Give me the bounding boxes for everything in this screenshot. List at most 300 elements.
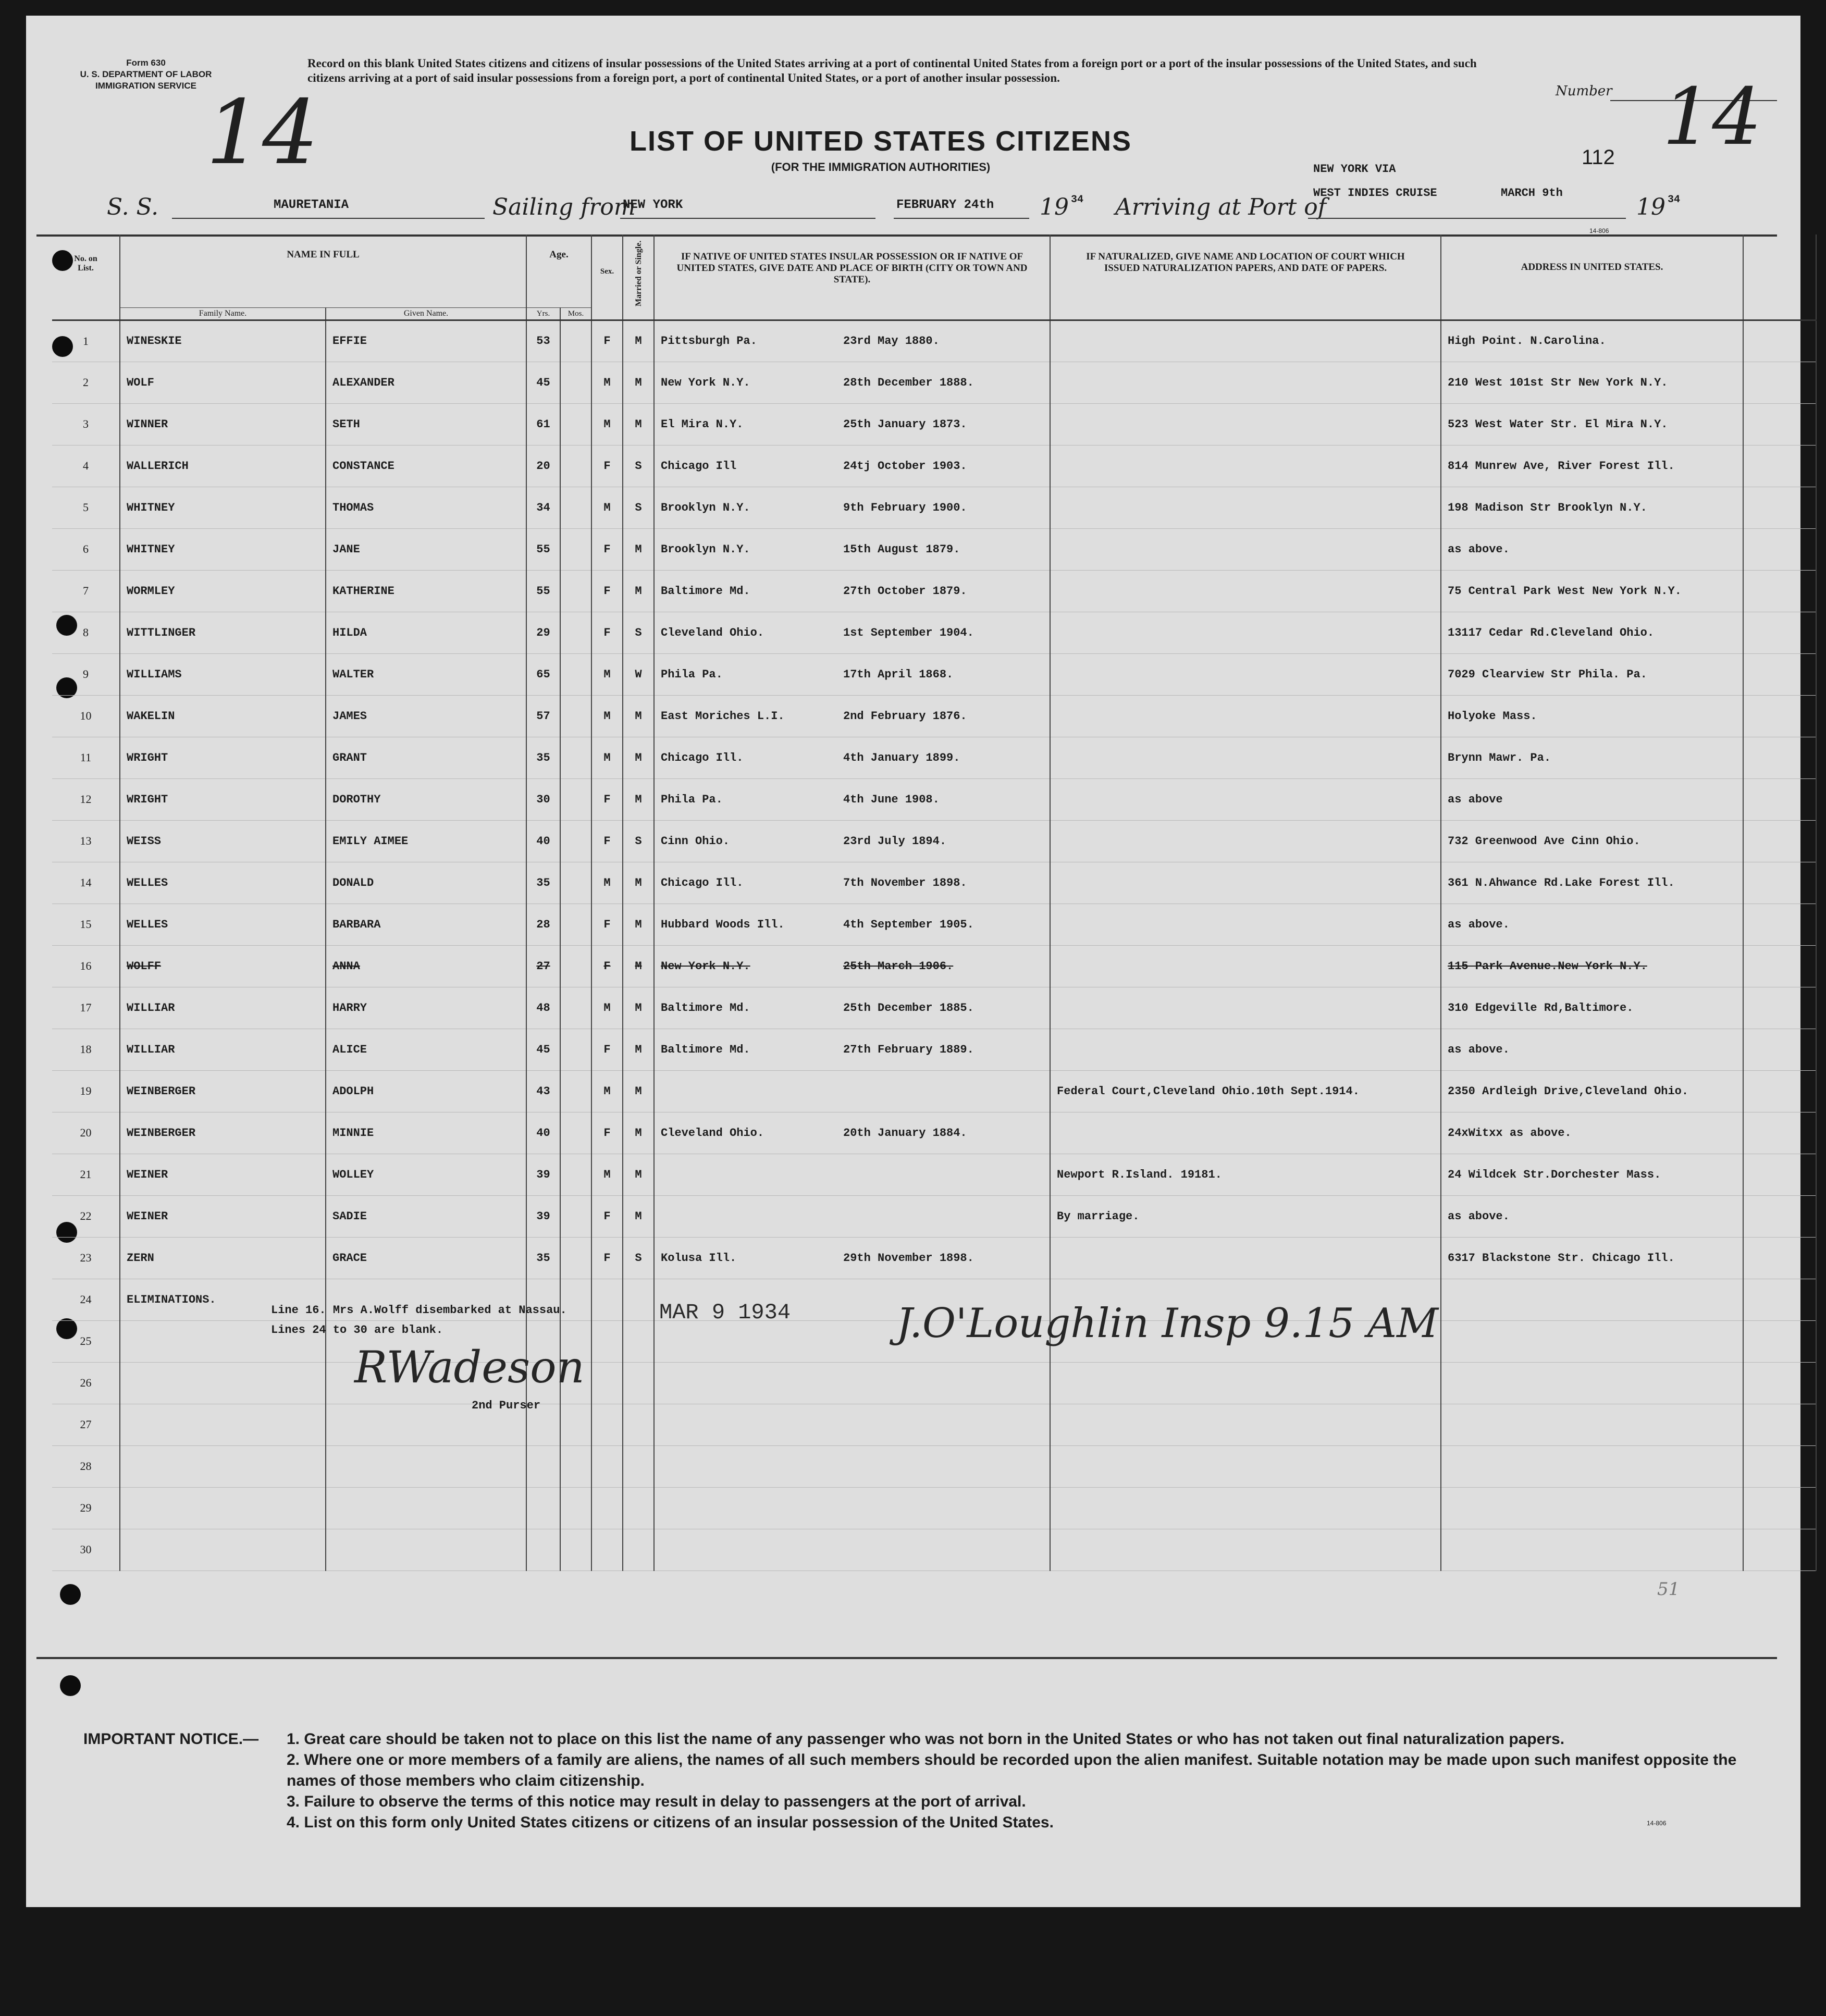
birth-place: Chicago Ill. — [661, 751, 744, 764]
address: as above. — [1441, 528, 1743, 570]
table-row — [52, 612, 1816, 653]
blank-cell — [1743, 987, 1816, 1029]
marital-status: M — [623, 528, 654, 570]
birth-info — [654, 1154, 1050, 1195]
age-years: 29 — [526, 612, 560, 653]
naturalization — [1050, 904, 1441, 945]
age-months — [560, 1195, 591, 1237]
birth-info — [654, 1529, 1050, 1570]
birth-date: 29th November 1898. — [843, 1251, 974, 1265]
blank-cell — [1743, 820, 1816, 862]
table-row — [52, 1362, 1816, 1404]
naturalization: Federal Court,Cleveland Ohio.10th Sept.1914. — [1050, 1070, 1441, 1112]
blank-cell — [1743, 653, 1816, 695]
birth-date: 25th January 1873. — [843, 417, 967, 431]
family-name: WOLF — [120, 362, 326, 403]
given-name: WOLLEY — [326, 1154, 526, 1195]
given-name: ALICE — [326, 1029, 526, 1070]
punch-hole — [60, 1584, 81, 1605]
sex: F — [591, 904, 623, 945]
blank-cell — [1743, 1070, 1816, 1112]
purser-role: 2nd Purser — [472, 1399, 541, 1412]
given-name: SETH — [326, 403, 526, 445]
marital-status — [623, 1404, 654, 1445]
address: 115 Park Avenue.New York N.Y. — [1441, 945, 1743, 987]
birth-info — [654, 445, 1050, 487]
age-years: 30 — [526, 778, 560, 820]
footer-form-code: 14-806 — [1647, 1820, 1667, 1827]
row-number: 21 — [52, 1154, 120, 1195]
family-name: WEINBERGER — [120, 1112, 326, 1154]
blank-cell — [1743, 904, 1816, 945]
birth-info — [654, 320, 1050, 362]
birth-place: Kolusa Ill. — [661, 1251, 737, 1265]
given-name: THOMAS — [326, 487, 526, 528]
naturalization — [1050, 1237, 1441, 1279]
birth-date: 25th December 1885. — [843, 1001, 974, 1015]
marital-status: M — [623, 362, 654, 403]
birth-info — [654, 862, 1050, 904]
birth-info — [654, 1195, 1050, 1237]
marital-status — [623, 1529, 654, 1570]
birth-place: Cleveland Ohio. — [661, 1126, 764, 1140]
sex: M — [591, 737, 623, 778]
sex: M — [591, 1070, 623, 1112]
row-number: 2 — [52, 362, 120, 403]
marital-status: S — [623, 445, 654, 487]
blank-cell — [1743, 1445, 1816, 1487]
row-number: 15 — [52, 904, 120, 945]
arrival-date: MARCH 9th — [1501, 187, 1563, 200]
sex — [591, 1279, 623, 1320]
table-row — [52, 528, 1816, 570]
naturalization — [1050, 1112, 1441, 1154]
blank-cell — [1743, 403, 1816, 445]
sheet-mark: 14 — [206, 81, 319, 184]
birth-place: Brooklyn N.Y. — [661, 542, 750, 556]
table-row — [52, 362, 1816, 403]
port-line-2: WEST INDIES CRUISE — [1313, 187, 1437, 200]
sex — [591, 1529, 623, 1570]
blank-cell — [1743, 1279, 1816, 1320]
naturalization — [1050, 320, 1441, 362]
birth-info — [654, 403, 1050, 445]
address: 7029 Clearview Str Phila. Pa. — [1441, 653, 1743, 695]
age-years: 40 — [526, 1112, 560, 1154]
age-years — [526, 1529, 560, 1570]
sex — [591, 1445, 623, 1487]
address: 523 West Water Str. El Mira N.Y. — [1441, 403, 1743, 445]
blank-cell — [1743, 862, 1816, 904]
family-name: WHITNEY — [120, 528, 326, 570]
sex: F — [591, 1029, 623, 1070]
col-no: No. on List. — [52, 234, 120, 320]
ship-name: MAURETANIA — [274, 198, 349, 212]
naturalization: By marriage. — [1050, 1195, 1441, 1237]
birth-date: 24tj October 1903. — [843, 459, 967, 473]
blank-cell — [1743, 737, 1816, 778]
birth-date: 25th March 1906. — [843, 959, 954, 973]
sex — [591, 1362, 623, 1404]
birth-info — [654, 945, 1050, 987]
age-months — [560, 1404, 591, 1445]
sex — [591, 1320, 623, 1362]
marital-status: M — [623, 695, 654, 737]
marital-status: M — [623, 945, 654, 987]
birth-date: 17th April 1868. — [843, 667, 954, 681]
table-row — [52, 987, 1816, 1029]
year-prefix: 19 — [1040, 194, 1069, 220]
age-months — [560, 320, 591, 362]
birth-date: 27th October 1879. — [843, 584, 967, 598]
date-stamp: MAR 9 1934 — [659, 1300, 791, 1325]
sex — [591, 1404, 623, 1445]
given-name: EMILY AIMEE — [326, 820, 526, 862]
blank-cell — [1743, 1487, 1816, 1529]
table-row — [52, 1154, 1816, 1195]
birth-info — [654, 1362, 1050, 1404]
age-months — [560, 487, 591, 528]
given-name: EFFIE — [326, 320, 526, 362]
age-months — [560, 1154, 591, 1195]
marital-status — [623, 1362, 654, 1404]
age-years: 35 — [526, 1237, 560, 1279]
sex: F — [591, 320, 623, 362]
age-months — [560, 737, 591, 778]
marital-status — [623, 1279, 654, 1320]
marital-status: M — [623, 1195, 654, 1237]
age-months — [560, 403, 591, 445]
table-row — [52, 695, 1816, 737]
address: 198 Madison Str Brooklyn N.Y. — [1441, 487, 1743, 528]
address: 210 West 101st Str New York N.Y. — [1441, 362, 1743, 403]
marital-status: M — [623, 1154, 654, 1195]
birth-info — [654, 1070, 1050, 1112]
family-name: WHITNEY — [120, 487, 326, 528]
family-name: WEINBERGER — [120, 1070, 326, 1112]
sailing-label: Sailing from — [492, 194, 636, 220]
family-name — [120, 1404, 326, 1445]
sailing-from: NEW YORK — [623, 198, 683, 212]
given-name: JAMES — [326, 695, 526, 737]
address: 361 N.Ahwance Rd.Lake Forest Ill. — [1441, 862, 1743, 904]
birth-info — [654, 612, 1050, 653]
blank-cell — [1743, 362, 1816, 403]
sex: F — [591, 1195, 623, 1237]
blank-cell — [1743, 487, 1816, 528]
family-name: WORMLEY — [120, 570, 326, 612]
address: 24 Wildcek Str.Dorchester Mass. — [1441, 1154, 1743, 1195]
naturalization — [1050, 653, 1441, 695]
marital-status — [623, 1445, 654, 1487]
inspector-signature: J.O'Loughlin Insp 9.15 AM — [896, 1300, 1438, 1347]
row-number: 14 — [52, 862, 120, 904]
row-number: 4 — [52, 445, 120, 487]
family-name: WALLERICH — [120, 445, 326, 487]
given-name — [326, 1529, 526, 1570]
given-name: SADIE — [326, 1195, 526, 1237]
age-months — [560, 612, 591, 653]
birth-place: Baltimore Md. — [661, 1043, 750, 1056]
birth-place: Pittsburgh Pa. — [661, 335, 757, 348]
col-married: Married or Single. — [623, 234, 654, 320]
table-row — [52, 403, 1816, 445]
given-name: HARRY — [326, 987, 526, 1029]
given-name: DONALD — [326, 862, 526, 904]
marital-status: M — [623, 403, 654, 445]
birth-date: 23rd May 1880. — [843, 335, 940, 348]
passenger-table — [52, 234, 1817, 1571]
blank-cell — [1743, 445, 1816, 487]
blank-cell — [1743, 1362, 1816, 1404]
ss-label: S. S. — [107, 194, 159, 220]
given-name: CONSTANCE — [326, 445, 526, 487]
blank-cell — [1743, 695, 1816, 737]
age-months — [560, 653, 591, 695]
form-code: 14-806 — [1589, 227, 1609, 234]
birth-date: 1st September 1904. — [843, 626, 974, 639]
sex — [591, 1487, 623, 1529]
sex: F — [591, 820, 623, 862]
age-months — [560, 695, 591, 737]
age-months — [560, 904, 591, 945]
address: as above — [1441, 778, 1743, 820]
table-row — [52, 570, 1816, 612]
age-years: 55 — [526, 570, 560, 612]
number-label: Number — [1556, 83, 1612, 99]
table-row — [52, 1070, 1816, 1112]
birth-info — [654, 1445, 1050, 1487]
naturalization — [1050, 445, 1441, 487]
blank-cell — [1743, 1529, 1816, 1570]
blank-cell — [1743, 778, 1816, 820]
age-months — [560, 820, 591, 862]
family-name: WINESKIE — [120, 320, 326, 362]
marital-status: M — [623, 778, 654, 820]
marital-status: M — [623, 904, 654, 945]
birth-info — [654, 1112, 1050, 1154]
address — [1441, 1320, 1743, 1362]
birth-info — [654, 1404, 1050, 1445]
blank-cell — [1743, 1112, 1816, 1154]
form-title: LIST OF UNITED STATES CITIZENS — [630, 126, 1132, 157]
address — [1441, 1279, 1743, 1320]
family-name: WILLIAMS — [120, 653, 326, 695]
blank-cell — [1743, 1154, 1816, 1195]
table-row — [52, 778, 1816, 820]
port-line-1: NEW YORK VIA — [1313, 163, 1396, 176]
age-years: 20 — [526, 445, 560, 487]
birth-place: El Mira N.Y. — [661, 417, 744, 431]
row-number: 28 — [52, 1445, 120, 1487]
row-number: 18 — [52, 1029, 120, 1070]
given-name — [326, 1445, 526, 1487]
birth-date: 2nd February 1876. — [843, 709, 967, 723]
given-name: KATHERINE — [326, 570, 526, 612]
given-name: DOROTHY — [326, 778, 526, 820]
blank-cell — [1743, 320, 1816, 362]
age-months — [560, 778, 591, 820]
naturalization — [1050, 987, 1441, 1029]
purser-signature: RWadeson — [354, 1342, 585, 1393]
birth-date: 4th June 1908. — [843, 793, 940, 806]
naturalization — [1050, 695, 1441, 737]
naturalization — [1050, 820, 1441, 862]
row-number: 7 — [52, 570, 120, 612]
row-number: 25 — [52, 1320, 120, 1362]
notice-item-1: 1. Great care should be taken not to place on this list the name of any passenger who was not born in the United States or who has not taken out final naturalization papers. — [287, 1730, 1565, 1748]
address — [1441, 1445, 1743, 1487]
sex: F — [591, 445, 623, 487]
address — [1441, 1529, 1743, 1570]
marital-status: M — [623, 320, 654, 362]
family-name: WRIGHT — [120, 778, 326, 820]
sex: F — [591, 945, 623, 987]
family-name: WRIGHT — [120, 737, 326, 778]
row-number: 27 — [52, 1404, 120, 1445]
age-years: 35 — [526, 862, 560, 904]
family-name: WILLIAR — [120, 1029, 326, 1070]
blank-cell — [1743, 528, 1816, 570]
table-row — [52, 904, 1816, 945]
marital-status: W — [623, 653, 654, 695]
address: Brynn Mawr. Pa. — [1441, 737, 1743, 778]
given-name: ANNA — [326, 945, 526, 987]
note-blank-lines: Lines 24 to 30 are blank. — [271, 1324, 443, 1337]
birth-place: Phila Pa. — [661, 793, 723, 806]
notice-item-2: 2. Where one or more members of a family are aliens, the names of all such members should be recorded upon the alien manifest. Suitable notation may be made upon such manifest opposite the names of those members who claim citizenship. — [287, 1751, 1737, 1789]
row-number: 26 — [52, 1362, 120, 1404]
marital-status: S — [623, 820, 654, 862]
address — [1441, 1362, 1743, 1404]
sex: F — [591, 528, 623, 570]
birth-place: New York N.Y. — [661, 959, 750, 973]
family-name: WEISS — [120, 820, 326, 862]
notice-item-3: 3. Failure to observe the terms of this notice may result in delay to passengers at the port of arrival. — [287, 1793, 1026, 1810]
sex: F — [591, 570, 623, 612]
sex: M — [591, 862, 623, 904]
age-months — [560, 1487, 591, 1529]
family-name: WAKELIN — [120, 695, 326, 737]
blank-cell — [1743, 1237, 1816, 1279]
birth-place: Baltimore Md. — [661, 1001, 750, 1015]
sex: F — [591, 1237, 623, 1279]
birth-info — [654, 904, 1050, 945]
form-subtitle: (FOR THE IMMIGRATION AUTHORITIES) — [771, 160, 991, 174]
age-months — [560, 570, 591, 612]
age-years: 61 — [526, 403, 560, 445]
naturalization — [1050, 403, 1441, 445]
age-years: 27 — [526, 945, 560, 987]
family-name: ZERN — [120, 1237, 326, 1279]
sex: M — [591, 362, 623, 403]
sex: M — [591, 1154, 623, 1195]
row-number: 22 — [52, 1195, 120, 1237]
row-number: 13 — [52, 820, 120, 862]
address: High Point. N.Carolina. — [1441, 320, 1743, 362]
age-years: 45 — [526, 362, 560, 403]
family-name: WEINER — [120, 1195, 326, 1237]
age-months — [560, 862, 591, 904]
given-name: MINNIE — [326, 1112, 526, 1154]
sex: F — [591, 612, 623, 653]
row-number: 3 — [52, 403, 120, 445]
table-row — [52, 1029, 1816, 1070]
table-row — [52, 820, 1816, 862]
naturalization — [1050, 778, 1441, 820]
col-mos: Mos. — [560, 307, 591, 320]
birth-date: 27th February 1889. — [843, 1043, 974, 1056]
given-name — [326, 1487, 526, 1529]
birth-place: Brooklyn N.Y. — [661, 501, 750, 514]
age-years: 53 — [526, 320, 560, 362]
address: as above. — [1441, 1195, 1743, 1237]
birth-place: East Moriches L.I. — [661, 709, 785, 723]
family-name — [120, 1487, 326, 1529]
sex: M — [591, 403, 623, 445]
naturalization — [1050, 862, 1441, 904]
address: as above. — [1441, 1029, 1743, 1070]
marital-status: S — [623, 612, 654, 653]
col-blank — [1743, 234, 1816, 320]
age-years: 45 — [526, 1029, 560, 1070]
birth-info — [654, 528, 1050, 570]
row-number: 30 — [52, 1529, 120, 1570]
form-number: Form 630 — [126, 58, 166, 68]
sex: F — [591, 778, 623, 820]
table-row — [52, 1112, 1816, 1154]
age-years: 34 — [526, 487, 560, 528]
table-row — [52, 1195, 1816, 1237]
family-name: WITTLINGER — [120, 612, 326, 653]
address: 75 Central Park West New York N.Y. — [1441, 570, 1743, 612]
family-name — [120, 1529, 326, 1570]
marital-status: S — [623, 1237, 654, 1279]
row-number: 8 — [52, 612, 120, 653]
age-years: 55 — [526, 528, 560, 570]
birth-info — [654, 1029, 1050, 1070]
naturalization — [1050, 945, 1441, 987]
naturalization — [1050, 612, 1441, 653]
blank-cell — [1743, 1029, 1816, 1070]
family-name: ELIMINATIONS. — [120, 1279, 326, 1320]
marital-status: M — [623, 1070, 654, 1112]
col-name-in-full: NAME IN FULL — [120, 234, 526, 307]
naturalization — [1050, 570, 1441, 612]
given-name: ADOLPH — [326, 1070, 526, 1112]
age-years — [526, 1487, 560, 1529]
birth-place: Cleveland Ohio. — [661, 626, 764, 639]
birth-info — [654, 695, 1050, 737]
marital-status: M — [623, 987, 654, 1029]
birth-date: 15th August 1879. — [843, 542, 960, 556]
age-years: 43 — [526, 1070, 560, 1112]
punch-hole — [60, 1675, 81, 1696]
col-birth: IF NATIVE OF UNITED STATES INSULAR POSSESSION OR IF NATIVE OF UNITED STATES, GIVE DATE AND PLACE OF BIRTH (CITY OR TOWN AND STATE). — [654, 234, 1050, 320]
birth-date: 7th November 1898. — [843, 876, 967, 889]
naturalization — [1050, 737, 1441, 778]
naturalization — [1050, 1029, 1441, 1070]
birth-place: Baltimore Md. — [661, 584, 750, 598]
department: U. S. DEPARTMENT OF LABOR — [80, 69, 212, 79]
birth-date: 20th January 1884. — [843, 1126, 967, 1140]
address: 24xWitxx as above. — [1441, 1112, 1743, 1154]
birth-info — [654, 362, 1050, 403]
birth-place: Cinn Ohio. — [661, 834, 730, 848]
address: 6317 Blackstone Str. Chicago Ill. — [1441, 1237, 1743, 1279]
sex: M — [591, 653, 623, 695]
age-months — [560, 1029, 591, 1070]
